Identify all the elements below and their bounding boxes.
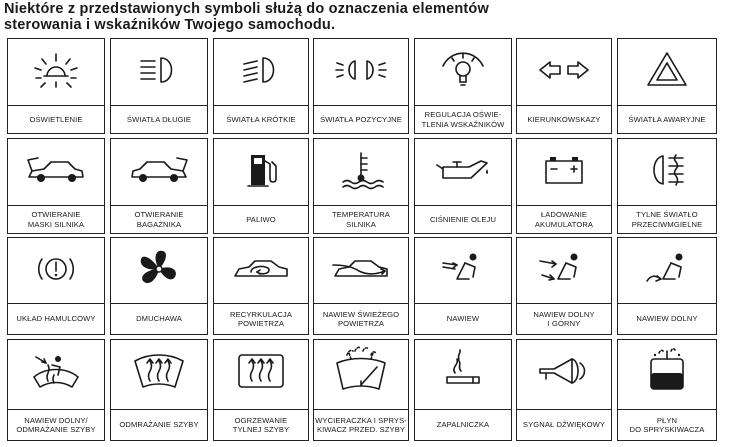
wiper-washer-icon (314, 340, 408, 402)
symbol-label: ŚWIATŁA DŁUGIE (111, 105, 207, 133)
floor-vent-icon (618, 238, 716, 300)
symbol-cell (313, 339, 409, 441)
hazard-lights-icon (618, 39, 716, 101)
symbol-label: PALIWO (214, 205, 308, 233)
symbol-label: OGRZEWANIE TYLNEJ SZYBY (214, 409, 308, 440)
symbol-label: UKŁAD HAMULCOWY (8, 303, 104, 334)
symbol-cell (110, 38, 208, 134)
heading-line-2: sterowania i wskaźników Twojego samochodu. (4, 17, 336, 33)
symbol-label: ŚWIATŁA AWARYJNE (618, 105, 716, 133)
floor-and-face-vent-icon (517, 238, 611, 300)
symbol-cell (414, 38, 512, 134)
fresh-air-icon (314, 238, 408, 300)
symbol-label: OŚWIETLENIE (8, 105, 104, 133)
symbol-label: WYCIERACZKA I SPRYS- KIWACZ PRZED. SZYBY (314, 409, 408, 440)
symbol-cell (414, 138, 512, 234)
page-heading (4, 1, 704, 33)
symbol-cell (313, 38, 409, 134)
symbol-cell (213, 38, 309, 134)
cigarette-lighter-icon (415, 340, 511, 402)
battery-icon (517, 139, 611, 201)
symbol-cell (110, 138, 208, 234)
symbol-label: OTWIERANIE MASKI SILNIKA (8, 205, 104, 233)
symbol-cell (7, 38, 105, 134)
symbol-label: TEMPERATURA SILNIKA (314, 205, 408, 233)
symbol-cell (617, 339, 717, 441)
symbol-label: DMUCHAWA (111, 303, 207, 334)
symbol-label: TYLNE ŚWIATŁO PRZECIWMGIELNE (618, 205, 716, 233)
coolant-temperature-icon (314, 139, 408, 201)
dashboard-lighting-icon (8, 39, 104, 101)
symbol-label: NAWIEW DOLNY (618, 303, 716, 334)
symbol-label: OTWIERANIE BAGAŻNIKA (111, 205, 207, 233)
symbol-label: NAWIEW DOLNY/ ODMRAŻANIE SZYBY (8, 409, 104, 440)
symbol-cell (110, 237, 208, 335)
symbol-label: REGULACJA OŚWIE- TLENIA WSKAŹNIKÓW (415, 105, 511, 133)
symbol-cell (617, 237, 717, 335)
position-lights-icon (314, 39, 408, 101)
symbol-cell (414, 237, 512, 335)
symbol-label: RECYRKULACJA POWIETRZA (214, 303, 308, 334)
floor-vent-defrost-icon (8, 340, 104, 402)
horn-icon (517, 340, 611, 402)
low-beam-icon (214, 39, 308, 101)
symbol-cell (7, 237, 105, 335)
air-recirculation-icon (214, 238, 308, 300)
hood-open-icon (8, 139, 104, 201)
brake-system-icon (8, 238, 104, 300)
symbol-label: ŁADOWANIE AKUMULATORA (517, 205, 611, 233)
windshield-defrost-icon (111, 340, 207, 402)
symbol-label: ŚWIATŁA POZYCYJNE (314, 105, 408, 133)
rear-window-heating-icon (214, 340, 308, 402)
symbol-cell (213, 339, 309, 441)
face-vent-icon (415, 238, 511, 300)
symbol-cell (516, 237, 612, 335)
symbol-cell (313, 237, 409, 335)
symbol-label: SYGNAŁ DŹWIĘKOWY (517, 409, 611, 440)
rear-fog-light-icon (618, 139, 716, 201)
symbol-cell (7, 138, 105, 234)
symbol-label: NAWIEW DOLNY I GÓRNY (517, 303, 611, 334)
heading-line-1: Niektóre z przedstawionych symboli służą do oznaczenia elementów (4, 1, 489, 17)
symbol-cell (7, 339, 105, 441)
oil-can-icon (415, 139, 511, 201)
symbol-cell (110, 339, 208, 441)
blower-fan-icon (111, 238, 207, 300)
symbol-label: PŁYN DO SPRYSKIWACZA (618, 409, 716, 440)
turn-signals-icon (517, 39, 611, 101)
symbol-cell (313, 138, 409, 234)
washer-fluid-icon (618, 340, 716, 402)
symbol-cell (213, 138, 309, 234)
symbol-label: NAWIEW (415, 303, 511, 334)
symbol-label: NAWIEW ŚWIEŻEGO POWIETRZA (314, 303, 408, 334)
symbol-label: KIERUNKOWSKAZY (517, 105, 611, 133)
trunk-open-icon (111, 139, 207, 201)
symbol-label: ZAPALNICZKA (415, 409, 511, 440)
symbol-cell (617, 38, 717, 134)
symbol-cell (213, 237, 309, 335)
symbol-label: CIŚNIENIE OLEJU (415, 205, 511, 233)
symbol-cell (414, 339, 512, 441)
symbol-cell (516, 138, 612, 234)
high-beam-icon (111, 39, 207, 101)
fuel-pump-icon (214, 139, 308, 201)
symbol-cell (617, 138, 717, 234)
symbol-label: ŚWIATŁA KRÓTKIE (214, 105, 308, 133)
instrument-brightness-icon (415, 39, 511, 101)
symbol-label: ODMRAŻANIE SZYBY (111, 409, 207, 440)
symbol-cell (516, 38, 612, 134)
symbol-cell (516, 339, 612, 441)
